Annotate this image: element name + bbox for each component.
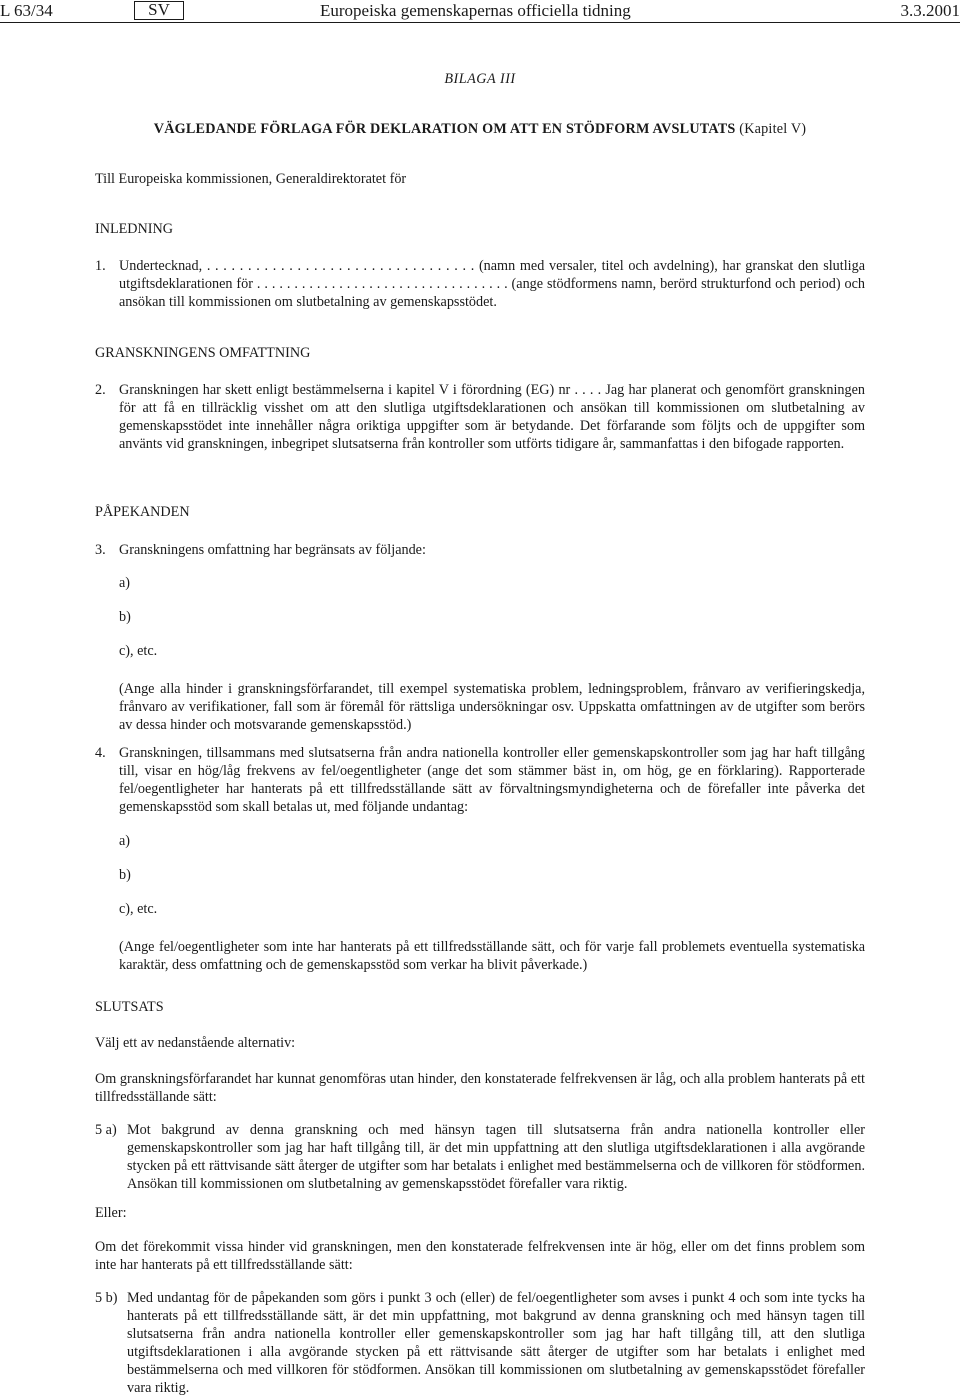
section-heading-scope: GRANSKNINGENS OMFATTNING <box>95 345 311 361</box>
section-heading-remarks: PÅPEKANDEN <box>95 504 190 520</box>
paragraph-5a: Mot bakgrund av denna granskning och med hänsyn tagen till slutsatserna från andra nationella kontroller eller gemenskapskontroller som jag har haft tillgång till, är det min uppfattning att den slutliga utgiftsdeklarationen i alla avgörande stycken på ett rättvisande sätt återger de utgifter som har betalats i enlighet med bestämmelserna och de villkoren för stödformen. Ansökan till kommissionen om slutbetalning av gemenskapsstödet förefaller vara riktig. <box>127 1122 865 1192</box>
document-title-chapter: (Kapitel V) <box>739 121 807 137</box>
addressee-line: Till Europeiska kommissionen, Generaldirektoratet för <box>95 171 407 187</box>
header-rule <box>0 22 960 23</box>
list-item-4a: a) <box>119 833 131 849</box>
choose-alternative: Välj ett av nedanstående alternativ: <box>95 1035 296 1051</box>
paragraph-number-2: 2. <box>95 382 106 398</box>
paragraph-4: Granskningen, tillsammans med slutsatserna från andra nationella kontroller eller gemenskapskontroller som jag har haft tillgång till, visar en hög/låg frekvens av fel/oegentligheter (ange det som stämmer bäst in, om hög, ge en förklaring). Rapporterade fel/oegentligheter har hanterats på ett tillfredsställande sätt av förvaltningsmyndigheterna och de förefaller inte påverka det gemenskapsstöd som skall betalas ut, med följande undantag: <box>119 745 865 815</box>
paragraph-3: Granskningens omfattning har begränsats av följande: <box>119 542 426 558</box>
list-item-3b: b) <box>119 609 131 625</box>
document-title <box>0 120 960 138</box>
section-heading-intro: INLEDNING <box>95 221 174 237</box>
paragraph-5b: Med undantag för de påpekanden som görs i punkt 3 och (eller) de fel/oegentligheter som avses i punkt 4 och som inte tycks ha hanterats på ett tillfredsställande sätt, är det min uppfattning, mot bakgrund av denna granskning och med hänsyn tagen till slutsatserna från andra nationella kontroller eller gemenskapskontroller som jag har haft tillgång till, att den slutliga utgiftsdeklarationen i alla avgörande stycken på ett rättvisande sätt återger de utgifter som har betalats i enlighet med bestämmelserna och med villkoren för stödformen. Ansökan till kommissionen om slutbetalning av gemenskapsstödet förefaller vara riktig. <box>127 1290 865 1396</box>
document-title-main: VÄGLEDANDE FÖRLAGA FÖR DEKLARATION OM ATT EN STÖDFORM AVSLUTATS <box>153 121 736 137</box>
alternative-a-intro: Om granskningsförfarandet har kunnat genomföras utan hinder, den konstaterade felfrekvensen är låg, och alla problem hanterats på ett tillfredsställande sätt: <box>95 1071 865 1105</box>
list-item-4c: c), etc. <box>119 901 158 917</box>
paragraph-number-5a: 5 a) <box>95 1122 117 1138</box>
publication-date: 3.3.2001 <box>900 1 960 20</box>
alternative-b-intro: Om det förekommit vissa hinder vid granskningen, men den konstaterade felfrekvensen inte är hög, eller om det finns problem som inte har hanterats på ett tillfredsställande sätt: <box>95 1239 865 1273</box>
paragraph-number-4: 4. <box>95 745 106 761</box>
paragraph-2: Granskningen har skett enligt bestämmelserna i kapitel V i förordning (EG) nr . . . . Jag har planerat och genomfört granskningen för att få en tillräcklig visshet om att den slutliga utgiftsdeklarationen och ansökan till kommissionen om slutbetalning av gemenskapsstödet inte innehåller några oriktiga uppgifter som är betydande. Det förfarande som följts och de uppgifter som använts vid granskningen, inbegripet slutsatserna från kontroller som utförts tidigare år, sammanfattas i den bifogade rapporten. <box>119 382 865 452</box>
language-badge: SV <box>134 1 184 20</box>
list-item-3a: a) <box>119 575 131 591</box>
list-item-4b: b) <box>119 867 131 883</box>
paragraph-number-1: 1. <box>95 258 106 274</box>
paragraph-number-3: 3. <box>95 542 106 558</box>
annex-heading: BILAGA III <box>444 71 516 87</box>
section-heading-conclusions: SLUTSATS <box>95 999 164 1015</box>
page-number: L 63/34 <box>0 1 53 20</box>
paragraph-3-note: (Ange alla hinder i granskningsförfarandet, till exempel systematiska problem, ledningsproblem, frånvaro av verifieringskedja, frånvaro av verifikationer, fall som är föremål för rättsliga undersökningar osv. Uppskatta omfattningen av de utgifter som berörs av dessa hinder och motsvarande gemenskapsstöd.) <box>119 681 865 733</box>
paragraph-4-note: (Ange fel/oegentligheter som inte har hanterats på ett tillfredsställande sätt, och för varje fall problemets eventuella systematiska karaktär, dess omfattning och de gemenskapsstöd som verkar ha blivit påverkade.) <box>119 939 865 973</box>
paragraph-number-5b: 5 b) <box>95 1290 118 1306</box>
paragraph-1: Undertecknad, . . . . . . . . . . . . . . . . . . . . . . . . . . . . . . . . . (namn med versaler, titel och avdelning), har granskat den slutliga utgiftsdeklarationen för . . . . . . . . . . . . . . . . . . . . . . . . . . . . . . . . . . (ange stödformens namn, berörd strukturfond och period) och ansökan till kommissionen om slutbetalning av gemenskapsstödet. <box>119 258 865 310</box>
list-item-3c: c), etc. <box>119 643 158 659</box>
or-label: Eller: <box>95 1205 127 1221</box>
journal-title: Europeiska gemenskapernas officiella tidning <box>320 1 631 20</box>
